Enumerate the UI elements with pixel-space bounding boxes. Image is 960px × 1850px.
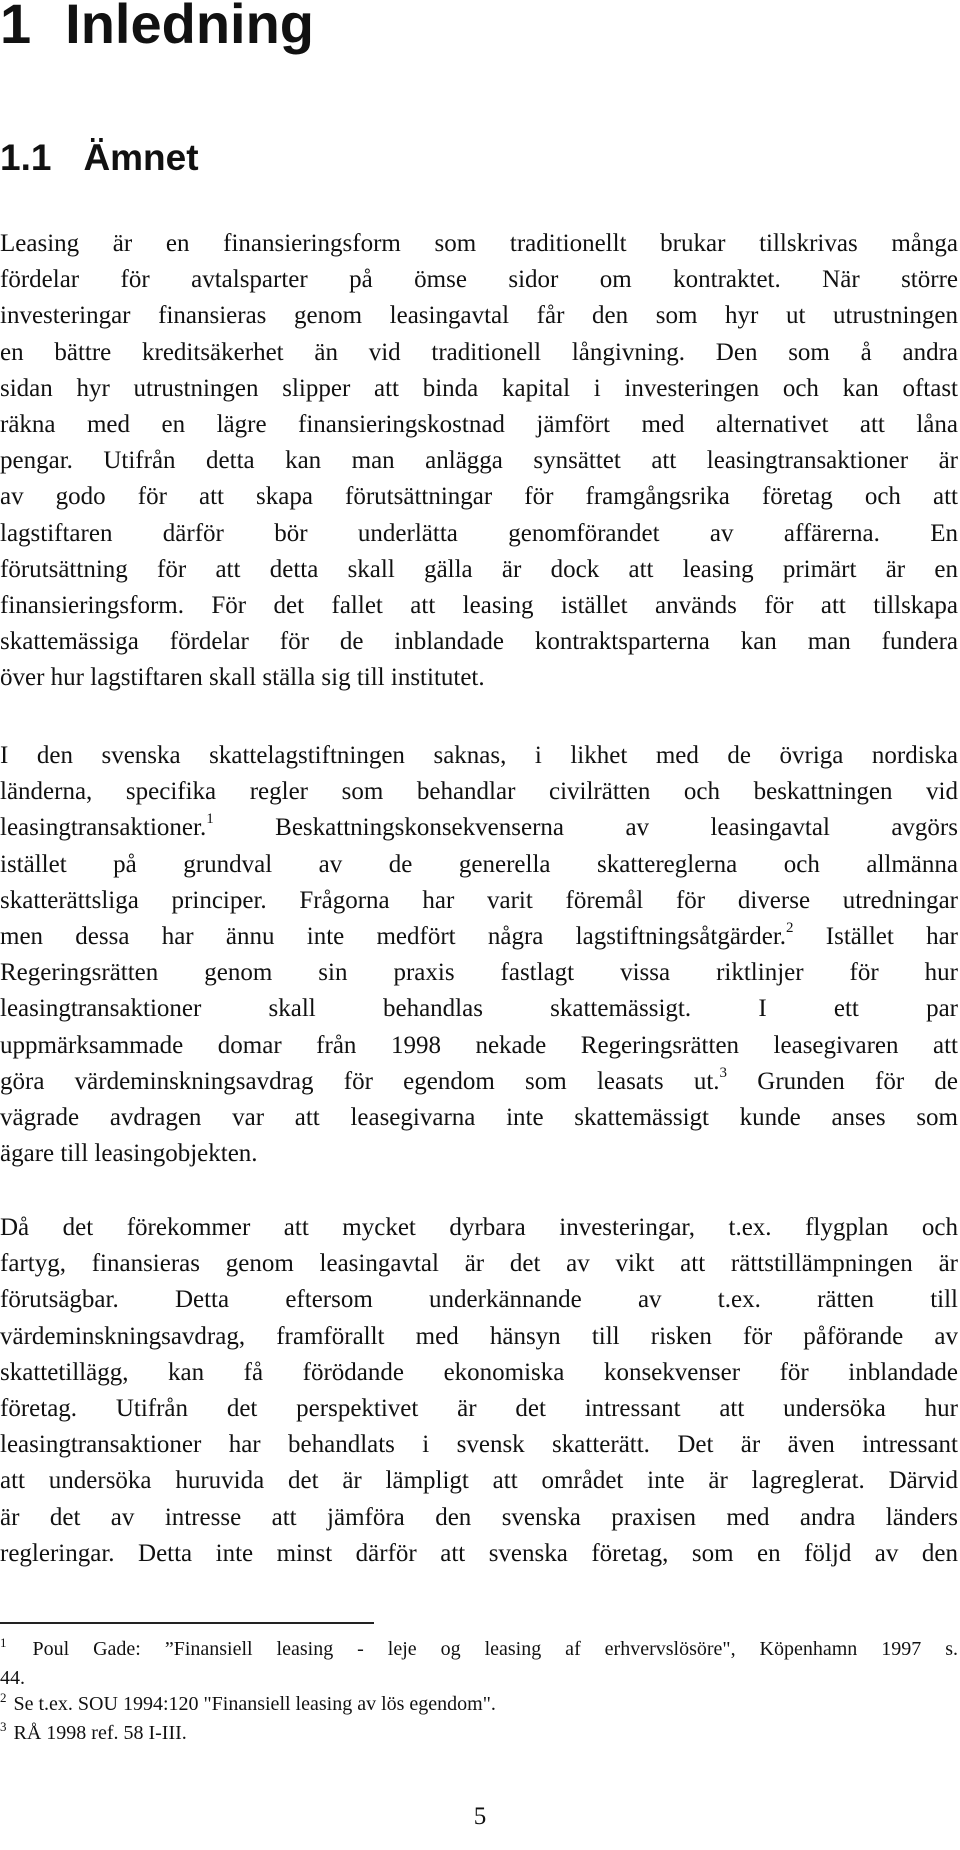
text-line: skatterättsliga principer. Frågorna har varit föremål för diverse utredningar	[0, 886, 958, 914]
text-line: leasingtransaktioner skall behandlas skattemässigt. I ett par	[0, 995, 958, 1023]
text-line: uppmärksammade domar från 1998 nekade Regeringsrätten leasegivaren att	[0, 1031, 958, 1059]
footnote-text: Se t.ex. SOU 1994:120 "Finansiell leasing av lös egendom".	[13, 1693, 496, 1715]
footnote-1	[0, 1636, 958, 1665]
footnote-2	[0, 1691, 958, 1720]
footnotes	[0, 1636, 958, 1748]
footnote-mark: 1	[0, 1635, 7, 1650]
text-line: vägrade avdragen var att leasegivarna inte skattemässigt kunde anses som	[0, 1104, 958, 1132]
text-line: över hur lagstiftaren skall ställa sig till institutet.	[0, 664, 485, 692]
chapter-title: Inledning	[65, 0, 315, 55]
text-line: företag. Utifrån det perspektivet är det intressant att undersöka hur	[0, 1395, 958, 1423]
text-segment: Grunden för de	[727, 1067, 958, 1095]
section-title: Ämnet	[83, 137, 199, 178]
text-line: skattetillägg, kan få förödande ekonomiska konsekvenser för inblandade	[0, 1358, 958, 1386]
paragraph-1	[0, 226, 958, 697]
text-line: finansieringsform. För det fallet att leasing istället används för att tillskapa	[0, 592, 958, 620]
text-line: fördelar för avtalsparter på ömse sidor om kontraktet. När större	[0, 266, 958, 294]
text-line: pengar. Utifrån detta kan man anlägga synsättet att leasingtransaktioner är	[0, 447, 958, 475]
text-line: skattemässiga fördelar för de inblandade kontraktsparterna kan man fundera	[0, 628, 958, 656]
footnote-ref-1[interactable]: 1	[206, 811, 214, 828]
text-line: förutsättning för att detta skall gälla är dock att leasing primärt är en	[0, 555, 958, 583]
footnote-divider	[0, 1622, 374, 1624]
text-line: lagstiftaren därför bör underlätta genomförandet av affärerna. En	[0, 519, 958, 547]
text-segment: leasingtransaktioner.	[0, 814, 207, 842]
text-line: Då det förekommer att mycket dyrbara investeringar, t.ex. flygplan och	[0, 1214, 958, 1241]
chapter-number: 1	[0, 0, 32, 55]
text-line	[0, 810, 958, 846]
text-line: Regeringsrätten genom sin praxis fastlagt vissa riktlinjer för hur	[0, 959, 958, 987]
text-line: investeringar finansieras genom leasingavtal får den som hyr ut utrustningen	[0, 302, 958, 330]
text-line: länderna, specifika regler som behandlar civilrätten och beskattningen vid	[0, 778, 958, 806]
footnote-ref-2[interactable]: 2	[786, 919, 794, 936]
text-line: istället på grundval av de generella skattereglerna och allmänna	[0, 850, 958, 878]
text-line: av godo för att skapa förutsättningar för framgångsrika företag och att	[0, 483, 958, 511]
text-segment: göra värdeminskningsavdrag för egendom som leasats ut.	[0, 1067, 720, 1095]
footnote-ref-3[interactable]: 3	[719, 1064, 728, 1081]
footnote-mark: 3	[0, 1718, 7, 1734]
text-line: fartyg, finansieras genom leasingavtal är det av vikt att rättstillämpningen är	[0, 1250, 958, 1278]
text-line: är det av intresse att jämföra den svenska praxisen med andra länders	[0, 1503, 958, 1531]
text-line: räkna med en lägre finansieringskostnad jämfört med alternativet att låna	[0, 411, 958, 439]
text-line	[0, 1064, 958, 1100]
footnote-1-continuation: 44.	[0, 1666, 25, 1689]
text-line: förutsägbar. Detta eftersom underkännande av t.ex. rätten till	[0, 1286, 958, 1314]
page-number: 5	[473, 1803, 487, 1830]
footnote-mark: 2	[0, 1690, 7, 1705]
footnote-3	[0, 1720, 958, 1749]
text-line: att undersöka huruvida det är lämpligt att området inte är lagreglerat. Därvid	[0, 1467, 958, 1495]
text-line: leasingtransaktioner har behandlats i svensk skatterätt. Det är även intressant	[0, 1431, 958, 1459]
text-line: I den svenska skattelagstiftningen saknas, i likhet med de övriga nordiska	[0, 742, 958, 769]
section-heading	[0, 136, 199, 180]
text-line: ägare till leasingobjekten.	[0, 1140, 258, 1168]
footnote-text: Poul Gade: ”Finansiell leasing - leje og leasing af erhvervslösöre", Köpenhamn 1997 s.	[32, 1638, 959, 1660]
footnote-text: RÅ 1998 ref. 58 I-III.	[13, 1721, 187, 1744]
text-segment: men dessa har ännu inte medfört några lagstiftningsåtgärder.	[0, 923, 787, 951]
text-line: regleringar. Detta inte minst därför att svenska företag, som en följd av den	[0, 1539, 958, 1567]
section-number: 1.1	[0, 137, 52, 178]
paragraph-3	[0, 1210, 958, 1572]
text-line: sidan hyr utrustningen slipper att binda kapital i investeringen och kan oftast	[0, 374, 958, 402]
text-line: en bättre kreditsäkerhet än vid traditionell långivning. Den som å andra	[0, 338, 958, 366]
text-line: värdeminskningsavdrag, framförallt med hänsyn till risken för påförande av	[0, 1322, 958, 1350]
paragraph-2	[0, 738, 958, 1172]
text-line	[0, 919, 958, 955]
text-segment: Beskattningskonsekvenserna av leasingavtal avgörs	[213, 814, 958, 842]
text-line: Leasing är en finansieringsform som traditionellt brukar tillskrivas många	[0, 230, 958, 257]
chapter-heading	[0, 0, 314, 56]
text-segment: Istället har	[793, 923, 958, 951]
